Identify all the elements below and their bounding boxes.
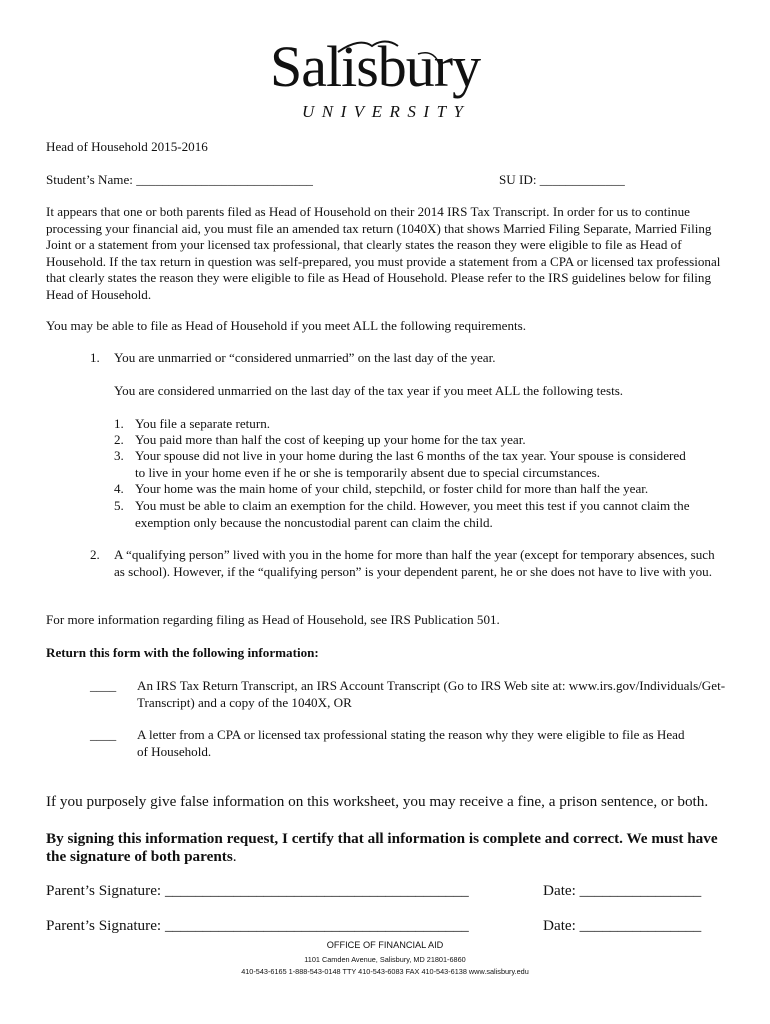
su-id-field[interactable]: SU ID: _____________ xyxy=(499,172,625,187)
logo-subtitle: UNIVERSITY xyxy=(302,102,471,121)
test-text: You paid more than half the cost of keeping up your home for the tax year. xyxy=(135,432,526,447)
form-title: Head of Household 2015-2016 xyxy=(46,139,208,154)
footer-address: 1101 Camden Avenue, Salisbury, MD 21801-6860 xyxy=(304,955,466,964)
certify-text xyxy=(46,830,736,866)
certify-statement: By signing this information request, I certify that all information is complete and correct. We must have the signature of both parents xyxy=(46,830,718,865)
warning-text: If you purposely give false information on this worksheet, you may receive a fine, a prison sentence, or both. xyxy=(46,793,709,810)
option-checkbox[interactable]: ____ xyxy=(90,727,117,742)
test-number: 2. xyxy=(114,432,124,447)
student-name-field[interactable]: Student’s Name: ___________________________ xyxy=(46,172,313,187)
req2-number: 2. xyxy=(90,547,100,562)
certify-period: . xyxy=(232,848,237,865)
test-text: Your spouse did not live in your home during the last 6 months of the tax year. Your spouse is considered to live in your home even if he or she is temporarily absent due to special circumstances. xyxy=(135,448,686,480)
test-number: 1. xyxy=(114,416,124,431)
option-text: A letter from a CPA or licensed tax professional stating the reason why they were eligible to file as Head of Household. xyxy=(137,727,685,759)
more-info: For more information regarding filing as Head of Household, see IRS Publication 501. xyxy=(46,612,500,627)
requirements-intro: You may be able to file as Head of Household if you meet ALL the following requirements. xyxy=(46,318,526,333)
test-text: Your home was the main home of your child, stepchild, or foster child for more than half the year. xyxy=(135,481,649,496)
date-field[interactable]: Date: ________________ xyxy=(543,917,702,934)
intro-paragraph: It appears that one or both parents filed as Head of Household on their 2014 IRS Tax Transcript. In order for us to continue processing your financial aid, you must file an amended tax return (1040X) that shows Married Filing Separate, Married Filing Joint or a statement from your licensed tax professional, that clearly states the reason they were eligible to file as Head of Household. If the tax return in question was self-prepared, you must provide a statement from a CPA or licensed tax professional that clearly states the reason they were eligible to file as Head of Household. Please refer to the IRS guidelines below for filing Head of Household. xyxy=(46,204,721,302)
logo-wordmark: Salisbury xyxy=(270,34,481,99)
tests-intro: You are considered unmarried on the last day of the tax year if you meet ALL the following tests. xyxy=(114,383,624,398)
test-text: You must be able to claim an exemption for the child. However, you meet this test if you cannot claim the exemption only because the noncustodial parent can claim the child. xyxy=(135,498,690,530)
footer-office: OFFICE OF FINANCIAL AID xyxy=(326,940,444,950)
req2-text: A “qualifying person” lived with you in the home for more than half the year (except for temporary absences, such as school). However, if the “qualifying person” is your dependent parent, he or she does not have to live with you. xyxy=(114,547,715,579)
test-number: 5. xyxy=(114,498,124,513)
req1-text: You are unmarried or “considered unmarried” on the last day of the year. xyxy=(114,350,496,365)
option-checkbox[interactable]: ____ xyxy=(90,678,117,693)
parent-signature-field[interactable]: Parent’s Signature: ________________________________________ xyxy=(46,882,469,899)
test-number: 3. xyxy=(114,448,124,463)
footer-contacts: 410-543-6165 1-888-543-0148 TTY 410-543-6083 FAX 410-543-6138 www.salisbury.edu xyxy=(241,967,529,976)
university-logo xyxy=(268,34,504,124)
test-text: You file a separate return. xyxy=(135,416,271,431)
test-number: 4. xyxy=(114,481,124,496)
option-text: An IRS Tax Return Transcript, an IRS Account Transcript (Go to IRS Web site at: www.irs.gov/Individuals/Get-Transcript) and a copy of the 1040X, OR xyxy=(137,678,726,710)
return-heading: Return this form with the following information: xyxy=(46,645,319,660)
parent-signature-field[interactable]: Parent’s Signature: ________________________________________ xyxy=(46,917,469,934)
date-field[interactable]: Date: ________________ xyxy=(543,882,702,899)
req1-number: 1. xyxy=(90,350,100,365)
